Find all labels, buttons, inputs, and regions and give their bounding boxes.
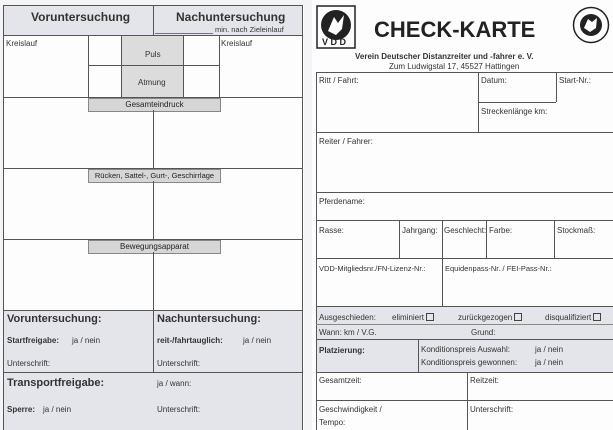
kp-auswahl-value[interactable]: ja / nein <box>535 345 564 354</box>
equiden-label: Equidenpass-Nr. / FEI-Pass-Nr.: <box>445 264 552 273</box>
zurueck-label: zurückgezogen <box>458 313 513 322</box>
rasse-label: Rasse: <box>319 226 344 235</box>
sperre-value[interactable]: ja / nein <box>43 405 72 414</box>
datum-label: Datum: <box>481 76 507 85</box>
left-card <box>3 5 304 430</box>
nach-header: Nachuntersuchung <box>176 10 286 24</box>
wann-label: Wann: km / V.G. <box>319 328 377 337</box>
vor-title: Voruntersuchung: <box>7 313 102 325</box>
org-name: Verein Deutscher Distanzreiter und -fahrer e. V. <box>355 52 534 61</box>
ausgeschieden-label: Ausgeschieden: <box>319 313 376 322</box>
zurueck-option[interactable] <box>458 313 522 323</box>
kreislauf-right: Kreislauf <box>221 39 253 48</box>
startfreigabe-label: Startfreigabe: <box>7 336 60 345</box>
tempo-label: Tempo: <box>319 418 346 427</box>
pferd-label: Pferdename: <box>319 197 365 206</box>
vdd-logo <box>316 5 356 49</box>
puls-label: Puls <box>145 50 161 59</box>
org-address: Zum Ludwigstal 17, 45527 Hattingen <box>389 62 520 71</box>
stockmass-label: Stockmaß: <box>557 226 596 235</box>
reitzeit-label: Reitzeit: <box>470 376 499 385</box>
unterschrift-label: Unterschrift: <box>470 405 514 414</box>
ruecken-label: Rücken, Sattel-, Gurt-, Geschirrlage <box>88 169 221 183</box>
bewegung-label: Bewegungsapparat <box>88 240 221 254</box>
reiter-label: Reiter / Fahrer: <box>319 137 373 146</box>
gesamteindruck-label: Gesamteindruck <box>88 98 221 112</box>
reit-value[interactable]: ja / nein <box>243 336 272 345</box>
unterschrift-left: Unterschrift: <box>7 359 51 368</box>
svg-text:V D D: V D D <box>322 37 347 47</box>
grund-label: Grund: <box>471 328 496 337</box>
unterschrift-right: Unterschrift: <box>157 359 201 368</box>
disq-option[interactable] <box>545 313 601 323</box>
check-karte-title: CHECK-KARTE <box>374 17 536 42</box>
platzierung-label: Platzierung: <box>319 346 365 355</box>
startnr-label: Start-Nr.: <box>559 76 592 85</box>
reit-label: reit-/fahrtauglich: <box>157 336 223 345</box>
kp-gewonnen-label: Konditionspreis gewonnen: <box>421 358 518 367</box>
kp-auswahl-label: Konditionspreis Auswahl: <box>421 345 510 354</box>
sperre-label: Sperre: <box>7 405 36 414</box>
geschw-label: Geschwindigkeit / <box>319 405 382 414</box>
startfreigabe-value[interactable]: ja / nein <box>72 336 101 345</box>
kp-gewonnen-value[interactable]: ja / nein <box>535 358 564 367</box>
gesamtzeit-label: Gesamtzeit: <box>319 376 362 385</box>
geschlecht-label: Geschlecht: <box>444 226 487 235</box>
nach-title: Nachuntersuchung: <box>157 313 261 325</box>
unterschrift-bottom: Unterschrift: <box>157 405 201 414</box>
atmung-label: Atmung <box>138 78 166 87</box>
jahrgang-label: Jahrgang: <box>402 226 438 235</box>
disq-label: disqualifiziert <box>545 313 592 322</box>
eliminiert-checkbox[interactable] <box>426 313 434 321</box>
vor-header: Voruntersuchung <box>31 10 131 24</box>
strecke-label: Streckenlänge km: <box>481 107 548 116</box>
zurueck-checkbox[interactable] <box>514 313 522 321</box>
ritt-label: Ritt / Fahrt: <box>319 76 359 85</box>
hannoveraner-seal <box>572 6 610 44</box>
eliminiert-label: eliminiert <box>392 313 425 322</box>
min-label: min. nach Zieleinlauf <box>215 25 284 34</box>
kreislauf-left: Kreislauf <box>6 39 38 48</box>
farbe-label: Farbe: <box>489 226 513 235</box>
jawann-label[interactable]: ja / wann: <box>157 379 192 388</box>
transport-title: Transportfreigabe: <box>7 377 105 389</box>
disq-checkbox[interactable] <box>593 313 601 321</box>
right-card <box>312 0 613 430</box>
eliminiert-option[interactable] <box>392 313 434 323</box>
vdd-label: VDD-Mitgliedsnr./FN-Lizenz-Nr.: <box>319 264 426 273</box>
